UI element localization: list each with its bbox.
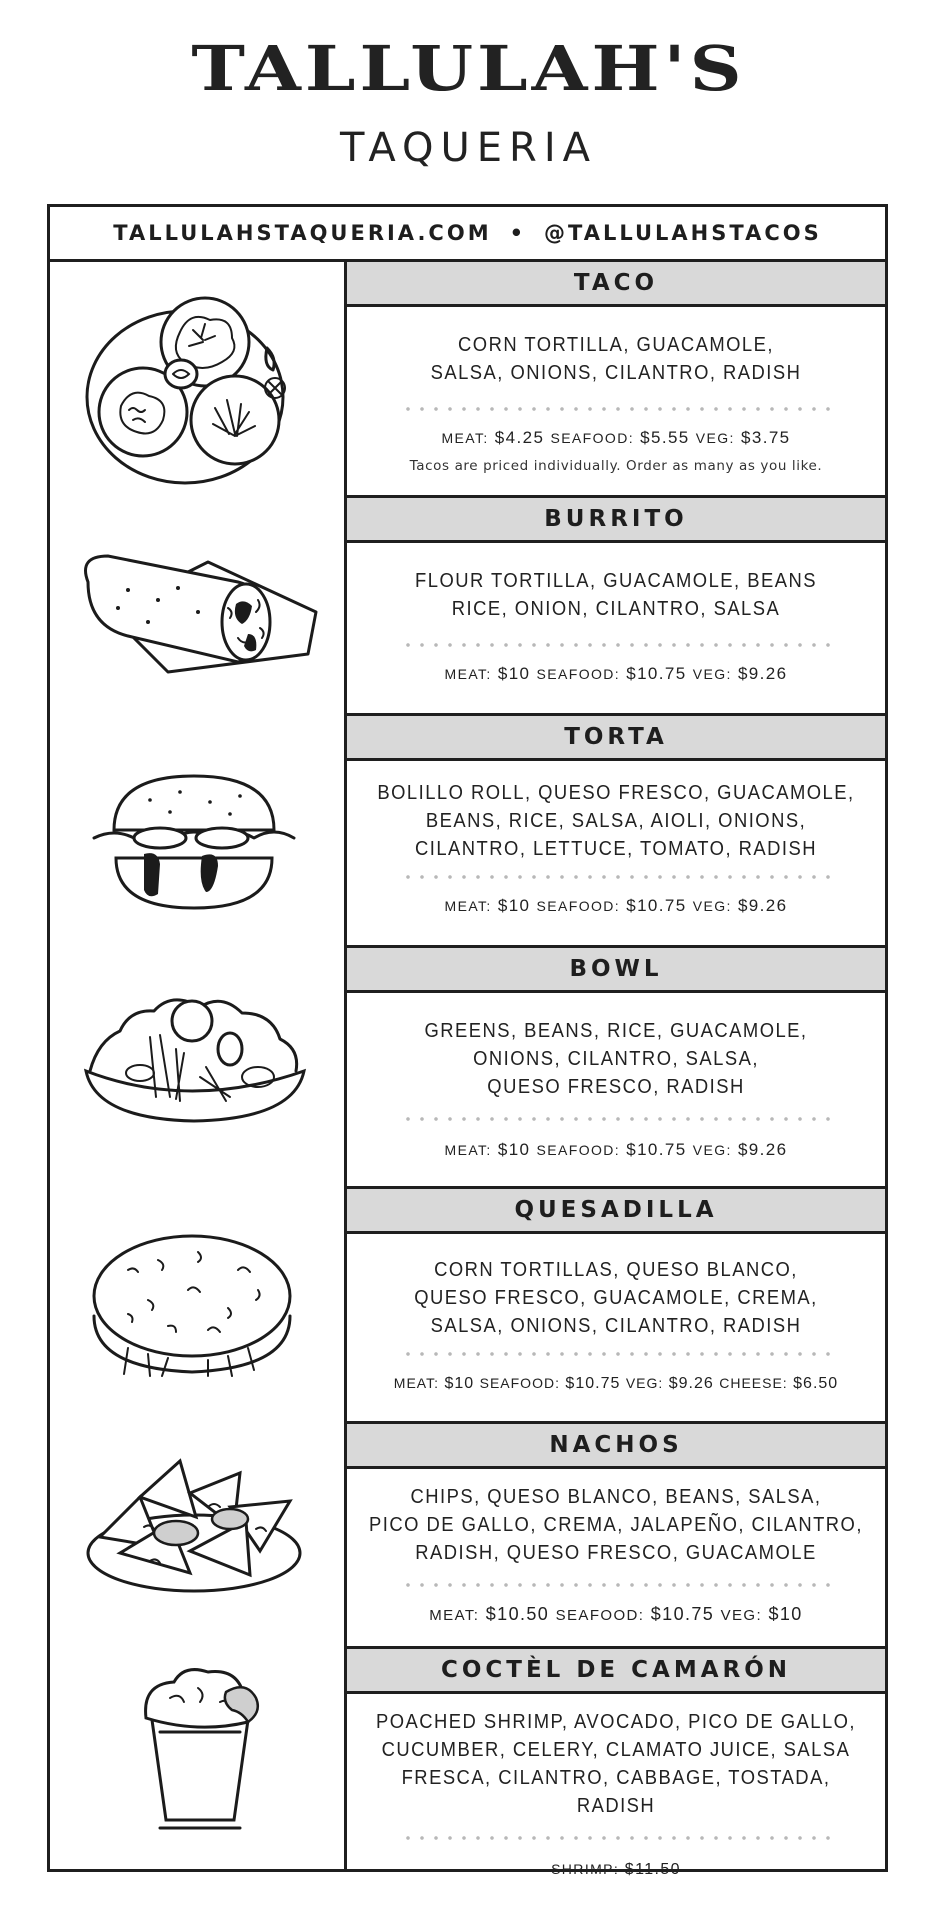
item-title: TACO [347, 262, 885, 307]
ingredients-line: SALSA, ONIONS, CILANTRO, RADISH [430, 362, 802, 384]
item-title: BURRITO [347, 498, 885, 543]
ingredients-line: CHIPS, QUESO BLANCO, BEANS, SALSA, [410, 1486, 822, 1508]
item-ingredients [369, 1483, 864, 1567]
ingredients-line: SALSA, ONIONS, CILANTRO, RADISH [430, 1315, 802, 1337]
dotted-divider [401, 643, 831, 647]
pricing-note: Tacos are priced individually. Order as many as you like. [409, 458, 823, 474]
item-prices: SHRIMP: $11.50 [551, 1861, 681, 1878]
ingredients-line: CUCUMBER, CELERY, CLAMATO JUICE, SALSA [381, 1739, 851, 1761]
menu-item-nachos [347, 1424, 885, 1646]
menu-item-taco [347, 262, 885, 495]
ingredients-line: BOLILLO ROLL, QUESO FRESCO, GUACAMOLE, [377, 782, 855, 804]
taco-plate-icon [85, 292, 295, 492]
restaurant-subtitle: TAQUERIA [340, 125, 597, 171]
ingredients-line: ONIONS, CILANTRO, SALSA, [473, 1048, 759, 1070]
burrito-icon [78, 542, 318, 682]
item-prices: MEAT: $10 SEAFOOD: $10.75 VEG: $9.26 [444, 664, 788, 683]
item-prices: MEAT: $4.25 SEAFOOD: $5.55 VEG: $3.75 [441, 428, 791, 447]
item-prices: MEAT: $10 SEAFOOD: $10.75 VEG: $9.26 [444, 896, 788, 915]
ingredients-line: FLOUR TORTILLA, GUACAMOLE, BEANS [415, 570, 817, 592]
salad-bowl-icon [80, 997, 310, 1127]
item-ingredients [369, 331, 864, 387]
item-prices: MEAT: $10 SEAFOOD: $10.75 VEG: $9.26 [444, 1140, 788, 1159]
dotted-divider [401, 1117, 831, 1121]
menu-item-quesadilla [347, 1189, 885, 1421]
ingredients-line: POACHED SHRIMP, AVOCADO, PICO DE GALLO, [375, 1711, 857, 1733]
nachos-plate-icon [80, 1457, 310, 1597]
social-handle[interactable]: @TALLULAHSTACOS [544, 221, 822, 245]
ingredients-line: QUESO FRESCO, GUACAMOLE, CREMA, [414, 1287, 818, 1309]
illustration-column [50, 262, 347, 1869]
restaurant-name: TALLULAH'S [191, 31, 746, 105]
contact-bar [50, 207, 885, 262]
ingredients-line: RADISH, QUESO FRESCO, GUACAMOLE [415, 1542, 817, 1564]
torta-sandwich-icon [90, 772, 300, 912]
item-ingredients [369, 567, 864, 623]
quesadilla-icon [88, 1230, 298, 1380]
dotted-divider [401, 1352, 831, 1356]
menu-item-burrito [347, 498, 885, 713]
item-title: BOWL [347, 948, 885, 993]
dotted-divider [401, 875, 831, 879]
item-prices: MEAT: $10 SEAFOOD: $10.75 VEG: $9.26 CHEESE: $6.50 [393, 1375, 839, 1392]
item-title: QUESADILLA [347, 1189, 885, 1234]
menu-frame [47, 204, 888, 1878]
separator-dot: • [509, 221, 527, 245]
item-title: NACHOS [347, 1424, 885, 1469]
item-title: TORTA [347, 716, 885, 761]
ingredients-line: CORN TORTILLAS, QUESO BLANCO, [434, 1259, 798, 1281]
website-link[interactable]: TALLULAHSTAQUERIA.COM [113, 221, 492, 245]
item-title: COCTÈL DE CAMARÓN [347, 1649, 885, 1694]
ingredients-line: CILANTRO, LETTUCE, TOMATO, RADISH [415, 838, 817, 860]
ingredients-line: FRESCA, CILANTRO, CABBAGE, TOSTADA, RADISH [401, 1767, 831, 1817]
menu-item-torta [347, 716, 885, 945]
item-prices: MEAT: $10.50 SEAFOOD: $10.75 VEG: $10 [429, 1604, 803, 1624]
dotted-divider [401, 407, 831, 411]
dotted-divider [401, 1836, 831, 1840]
ingredients-line: BEANS, RICE, SALSA, AIOLI, ONIONS, [425, 810, 807, 832]
item-ingredients [369, 1708, 864, 1820]
ingredients-line: PICO DE GALLO, CREMA, JALAPEÑO, CILANTRO, [369, 1514, 863, 1536]
shrimp-cocktail-cup-icon [130, 1662, 270, 1832]
ingredients-line: CORN TORTILLA, GUACAMOLE, [458, 334, 774, 356]
menu-item-bowl [347, 948, 885, 1186]
item-ingredients [369, 779, 864, 863]
dotted-divider [401, 1583, 831, 1587]
ingredients-line: RICE, ONION, CILANTRO, SALSA [451, 598, 781, 620]
ingredients-line: GREENS, BEANS, RICE, GUACAMOLE, [424, 1020, 808, 1042]
menu-item-coctel-de-camaron [347, 1649, 885, 1878]
ingredients-line: QUESO FRESCO, RADISH [487, 1076, 745, 1098]
item-ingredients [369, 1017, 864, 1101]
item-ingredients [369, 1256, 864, 1340]
